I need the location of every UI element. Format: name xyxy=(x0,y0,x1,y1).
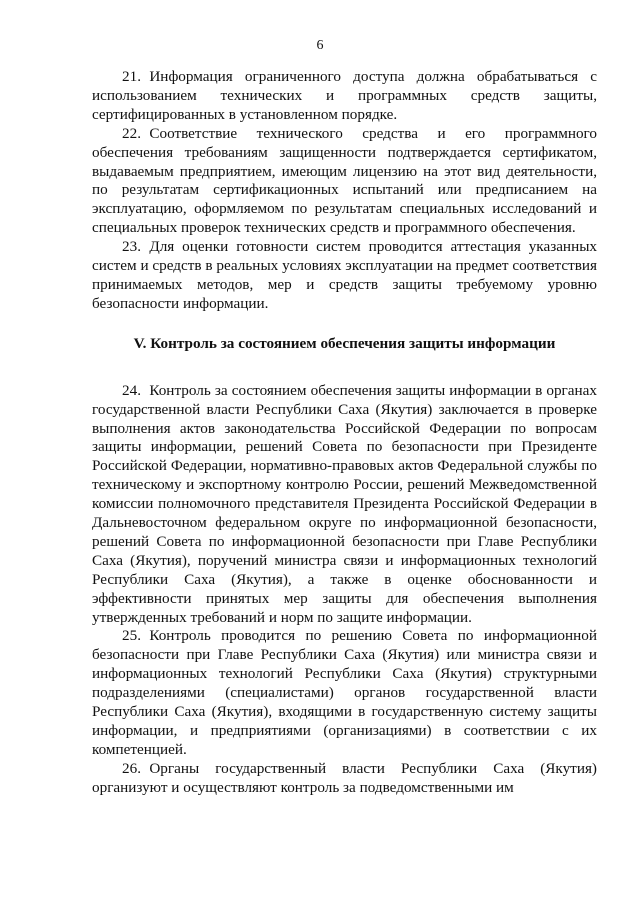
document-body xyxy=(92,68,597,798)
paragraph-number: 21. xyxy=(122,68,141,85)
paragraph-number: 26. xyxy=(122,759,141,777)
paragraph-22 xyxy=(92,125,597,238)
paragraph-text: Органы государственный власти Республики Саха (Якутия) организуют и осуществляют контроль за подведомственными им xyxy=(92,759,597,796)
paragraph-text: Для оценки готовности систем проводится аттестация указанных систем и средств в реальных условиях эксплуатации на предмет соответствия принимаемых методов, мер и средств защиты требуемому уровню безопасности информации. xyxy=(92,238,597,312)
paragraph-text: Соответствие технического средства и его программного обеспечения требованиям защищенности подтверждается сертификатом, выдаваемым предприятием, имеющим лицензию на этот вид деятельности, по результатам сертификационных испытаний или предписанием на эксплуатацию, оформляемом по результатам специальных исследований и специальных проверок технических средств и программного обеспечения. xyxy=(92,124,597,237)
paragraph-number: 24. xyxy=(122,381,141,399)
paragraph-26 xyxy=(92,760,597,798)
paragraph-number: 25. xyxy=(122,627,141,645)
page-number: 6 xyxy=(316,38,324,53)
paragraph-text: Контроль проводится по решению Совета по информационной безопасности при Главе Республики Саха (Якутия) или министра связи и информационных технологий Республики Саха (Якутия) структурными подразделениями (специалистами) органов государственной власти Республики Саха (Якутия), входящими в государственную систему защиты информации, и предприятиями (организациями) в соответствии с их компетенцией. xyxy=(92,627,597,758)
paragraph-text: Контроль за состоянием обеспечения защиты информации в органах государственной власти Республики Саха (Якутия) заключается в проверке выполнения актов законодательства Российской Федерации по вопросам защиты информации, решений Совета по безопасности при Президенте Российской Федерации, нормативно-правовых актов Федеральной службы по техническому и экспортному контролю России, решений Межведомственной комиссии полномочного представителя Президента Российской Федерации в Дальневосточном федеральном округе по информационной безопасности, решений Совета по информационной безопасности при Главе Республики Саха (Якутия), поручений министра связи и информационных технологий Республики Саха (Якутия), а также в оценке обоснованности и эффективности принятых мер защиты для обеспечения выполнения утвержденных требований и норм по защите информации. xyxy=(92,381,597,626)
paragraph-number: 22. xyxy=(122,124,141,142)
paragraph-24 xyxy=(92,382,597,628)
section-heading: V. Контроль за состоянием обеспечения защиты информации xyxy=(133,334,556,352)
paragraph-21 xyxy=(92,68,597,125)
paragraph-23 xyxy=(92,238,597,314)
paragraph-number: 23. xyxy=(122,238,141,256)
paragraph-text: Информация ограниченного доступа должна обрабатываться с использованием технических и программных средств защиты, сертифицированных в установленном порядке. xyxy=(92,68,597,123)
paragraph-25 xyxy=(92,627,597,759)
